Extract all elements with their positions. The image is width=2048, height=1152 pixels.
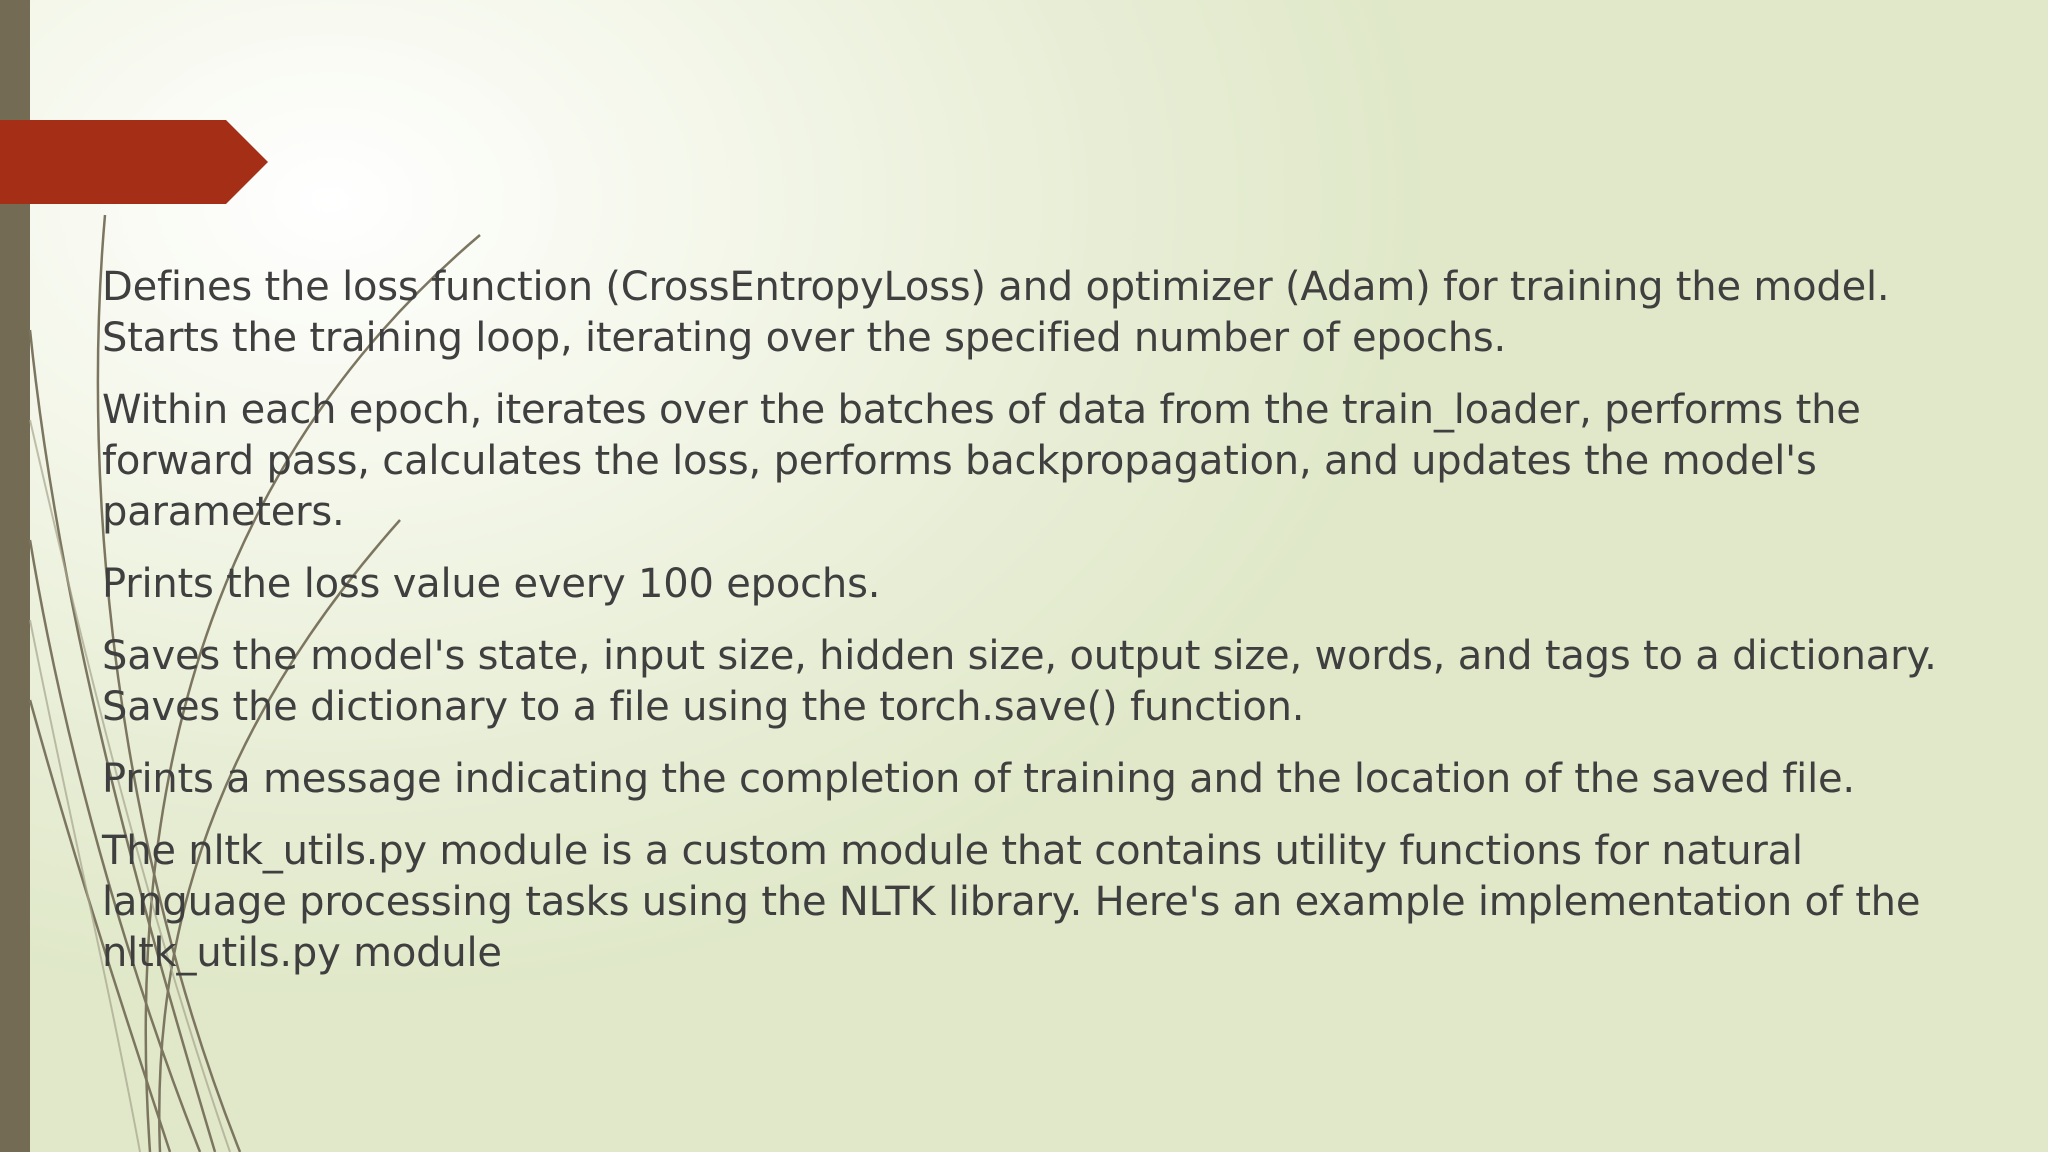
paragraph-print-loss: Prints the loss value every 100 epochs. bbox=[102, 561, 881, 607]
paragraph-nltk-utils: The nltk_utils.py module is a custom module that contains utility functions for natural language processing tasks using the NLTK library. Here's an example implementation of the nltk_utils.py module bbox=[102, 828, 1921, 976]
paragraph-epoch-iteration: Within each epoch, iterates over the batches of data from the train_loader, performs the forward pass, calculates the loss, performs backpropagation, and updates the model's parameters. bbox=[102, 387, 1861, 535]
paragraph-completion-message: Prints a message indicating the completion of training and the location of the saved file. bbox=[102, 756, 1855, 802]
paragraph-loss-optimizer: Defines the loss function (CrossEntropyLoss) and optimizer (Adam) for training the model. Starts the training loop, iterating over the specified number of epochs. bbox=[102, 264, 1890, 361]
title-arrow-shape bbox=[0, 120, 268, 204]
body-text bbox=[102, 262, 2002, 1000]
paragraph-save-model: Saves the model's state, input size, hidden size, output size, words, and tags to a dictionary. Saves the dictionary to a file using the torch.save() function. bbox=[102, 633, 1937, 730]
